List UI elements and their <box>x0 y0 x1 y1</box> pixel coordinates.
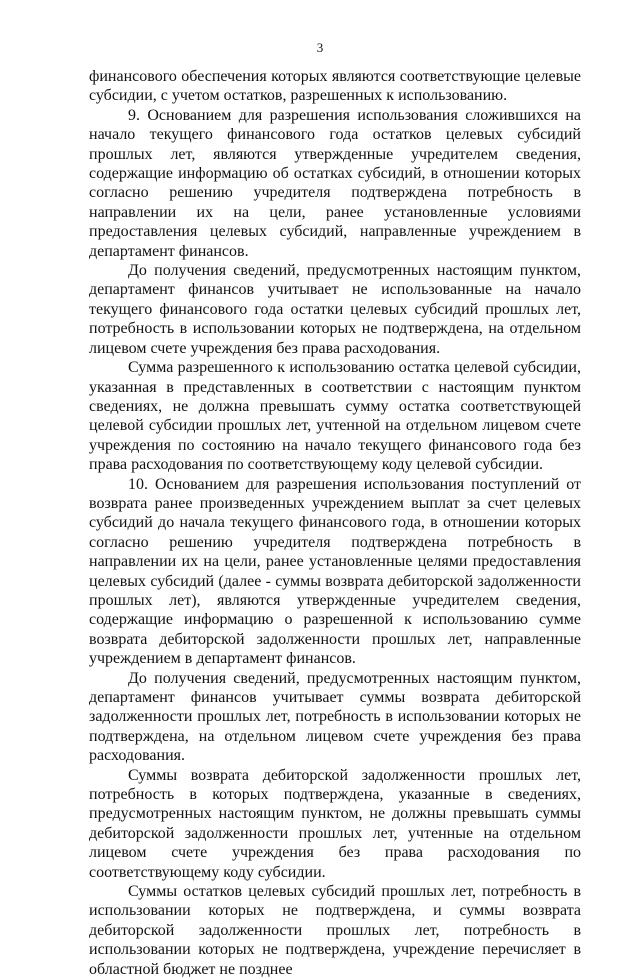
page-number: 3 <box>316 40 324 55</box>
paragraph: Суммы возврата дебиторской задолженности прошлых лет, потребность в которых подтверждена, указанные в сведениях, предусмотренных настоящим пунктом, не должны превышать суммы дебиторской задолженности прошлых лет, учтенные на отдельном лицевом счете учреждения без права расходования по соответствующему коду субсидии. <box>89 766 581 881</box>
paragraph-continued: Суммы остатков целевых субсидий прошлых лет, потребность в использовании которых не подтверждена, и суммы возврата дебиторской задолженности прошлых лет, потребность в использовании которых не подтверждена, учреждение перечисляет в областной бюджет не позднее <box>89 883 581 978</box>
paragraph-continuation: финансового обеспечения которых являются соответствующие целевые субсидии, с учетом остатков, разрешенных к использованию. <box>89 68 581 105</box>
paragraph: До получения сведений, предусмотренных настоящим пунктом, департамент финансов учитывает не использованные на начало текущего финансового года остатки целевых субсидий прошлых лет, потребность в использовании которых не подтверждена, на отдельном лицевом счете учреждения без права расходования. <box>89 262 581 357</box>
paragraph: До получения сведений, предусмотренных настоящим пунктом, департамент финансов учитывает суммы возврата дебиторской задолженности прошлых лет, потребность в использовании которых не подтверждена, на отдельном лицевом счете учреждения без права расходования. <box>89 669 581 765</box>
paragraph: Сумма разрешенного к использованию остатка целевой субсидии, указанная в представленных в соответствии с настоящим пунктом сведениях, не должна превышать сумму остатка соответствующей целевой субсидии прошлых лет, учтенной на отдельном лицевом счете учреждения по состоянию на начало текущего финансового года без права расходования по соответствующему коду целевой субсидии. <box>89 359 581 474</box>
document-body <box>89 67 581 979</box>
paragraph-item-10: 10. Основанием для разрешения использования поступлений от возврата ранее произведенных учреждением выплат за счет целевых субсидий до начала текущего финансового года, в отношении которых согласно решению учредителя подтверждена потребность в направлении их на цели, ранее установленные целями предоставления целевых субсидий (далее - суммы возврата дебиторской задолженности прошлых лет), являются утвержденные учредителем сведения, содержащие информацию о разрешенной к использованию сумме возврата дебиторской задолженности прошлых лет, направленные учреждением в департамент финансов. <box>89 475 581 668</box>
paragraph-item-9: 9. Основанием для разрешения использования сложившихся на начало текущего финансового года остатков целевых субсидий прошлых лет, являются утвержденные учредителем сведения, содержащие информацию об остатках субсидий, в отношении которых согласно решению учредителя подтверждена потребность в направлении их на цели, ранее установленные условиями предоставления целевых субсидий, направленные учреждением в департамент финансов. <box>89 106 581 260</box>
